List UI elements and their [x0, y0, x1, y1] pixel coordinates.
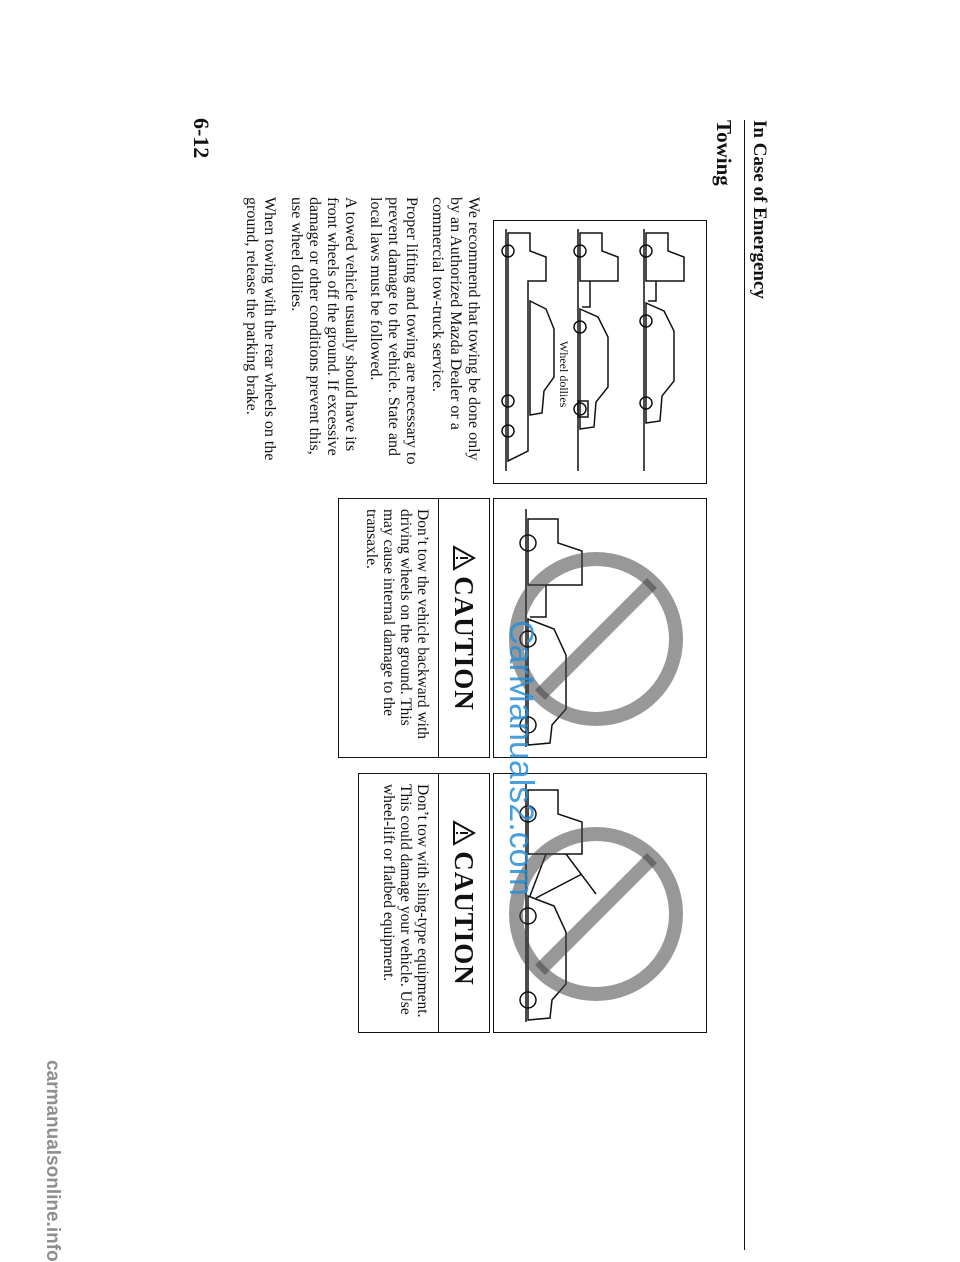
warning-triangle-icon: [452, 820, 476, 846]
body-paragraph: Proper lifting and towing are necessary to prevent damage to the vehicle. State and local laws must be followed.: [367, 197, 420, 465]
header-rule: [744, 120, 745, 1250]
caution-text: Don’t tow with sling-type equipment. This could damage your vehicle. Use wheel-lift or flatbed equipment.: [380, 784, 431, 1018]
section-title: In Case of Emergency: [749, 120, 770, 299]
caution-header: [438, 774, 489, 1032]
body-paragraph: A towed vehicle usually should have its front wheels off the ground. If excessive damage or other conditions prevent this, use wheel dollies.: [288, 197, 359, 456]
warning-triangle-icon: [452, 545, 476, 571]
caution-box-backward: [338, 498, 490, 758]
wheel-dollies-label: Wheel dollies: [557, 341, 571, 408]
towing-methods-illustration: [494, 221, 706, 483]
towing-methods-figure: [493, 220, 707, 484]
body-paragraph: When towing with the rear wheels on the ground, release the parking brake.: [243, 197, 278, 461]
caution-heading: CAUTION: [449, 851, 480, 986]
watermark-text: CarManuals2.com: [502, 620, 540, 896]
page-number: 6-12: [189, 118, 214, 159]
caution-text: Don’t tow the vehicle backward with driving wheels on the ground. This may cause internal damage to the transaxle.: [363, 509, 431, 739]
body-paragraph: We recommend that towing be done only by an Authorized Mazda Dealer or a commercial tow-truck service.: [429, 197, 482, 461]
caution-heading: CAUTION: [449, 576, 480, 711]
footer-site-link[interactable]: carmanualsonline.info: [42, 1060, 63, 1262]
page-heading: Towing: [712, 120, 736, 186]
caution-header: [438, 499, 489, 757]
caution-box-sling: [358, 773, 490, 1033]
